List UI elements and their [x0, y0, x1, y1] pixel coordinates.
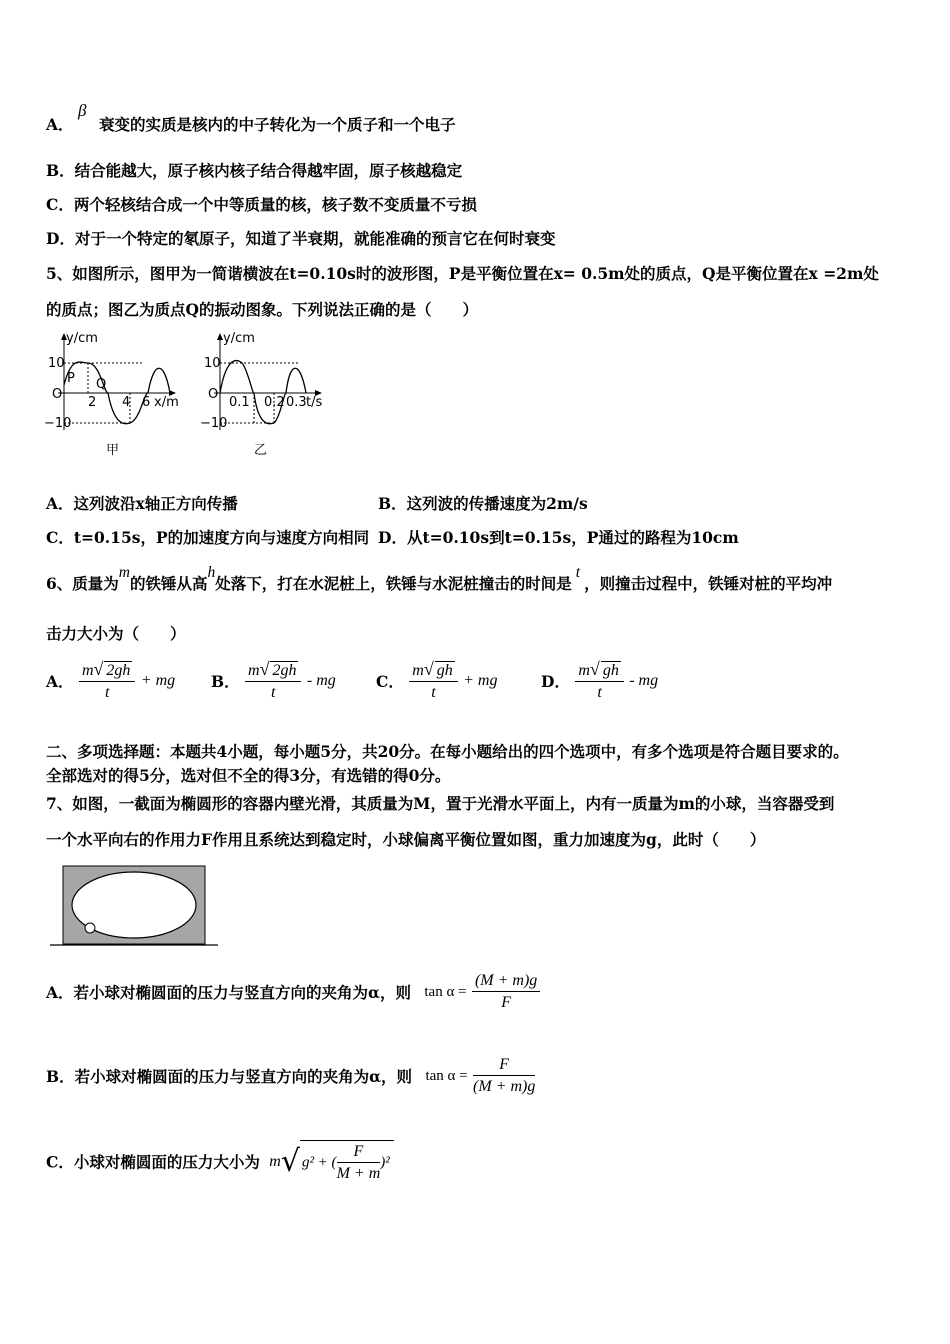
q6-stem-line1: [46, 564, 833, 595]
q7-option-b: [46, 1056, 535, 1096]
symbol-h: h: [207, 564, 216, 581]
yi-xtick-0.2: 0.2: [264, 395, 285, 410]
section2-header-line2: 全部选对的得5分，选对但不全的得3分，有选错的得0分。: [46, 766, 451, 785]
fraction: $\frac{m√ gh}{t}$: [575, 660, 623, 702]
yi-ytick-bottom: −10: [200, 416, 228, 431]
fraction: [473, 1056, 535, 1096]
formula-lhs: tan α =: [424, 983, 467, 1000]
yi-ylabel: y/cm: [223, 331, 255, 346]
denominator: t: [271, 684, 276, 701]
numerator-m: m: [412, 662, 424, 679]
radicand: 2gh: [106, 662, 131, 679]
jia-origin: O: [52, 387, 63, 402]
tail-term: + mg: [463, 672, 498, 689]
radicand: gh: [602, 662, 619, 679]
jia-xtick-4: 4: [122, 395, 131, 410]
option-label: A．: [46, 672, 74, 691]
yi-xtick-0.1: 0.1: [229, 395, 250, 410]
q7-option-a: [46, 972, 540, 1012]
numerator-m: m: [248, 662, 260, 679]
q6-text: 处落下，打在水泥桩上，铁锤与水泥桩撞击的时间是: [215, 574, 572, 593]
fraction: $\frac{m√ 2gh}{t}$: [79, 660, 135, 702]
vibration-figure-yi: [196, 330, 336, 460]
numerator: F: [337, 1143, 381, 1163]
option-label: A．: [46, 115, 74, 134]
jia-ytick-top: 10: [48, 356, 65, 371]
numerator: F: [473, 1056, 535, 1076]
beta-symbol: β: [78, 101, 87, 120]
radicand: 2gh: [272, 662, 297, 679]
option-text: C．小球对椭圆面的压力大小为: [46, 1152, 260, 1172]
option-label: D．: [541, 672, 570, 691]
option-text: A．若小球对椭圆面的压力与竖直方向的夹角为α，则: [46, 983, 411, 1002]
q6-option-c: [376, 660, 497, 702]
q4-option-d: D．对于一个特定的氡原子，知道了半衰期，就能准确的预言它在何时衰变: [46, 229, 556, 248]
fraction: [472, 972, 540, 1012]
q6-stem-line2: 击力大小为（ ）: [46, 624, 186, 643]
jia-point-p: P: [67, 371, 75, 386]
tail-term: - mg: [629, 672, 659, 689]
jia-xlabel: x/m: [154, 395, 179, 410]
g-squared-term: g² + (: [301, 1154, 337, 1171]
q5-option-a: A．这列波沿x轴正方向传播: [46, 494, 238, 513]
formula-lhs: tan α =: [425, 1067, 468, 1084]
section2-header-line1: 二、多项选择题：本题共4小题，每小题5分，共20分。在每小题给出的四个选项中，有多个选项是符合题目要求的。: [46, 742, 849, 761]
numerator-m: m: [578, 662, 590, 679]
fraction: $\frac{m√ 2gh}{t}$: [245, 660, 301, 702]
jia-xtick-2: 2: [88, 395, 97, 410]
option-label: C．: [376, 672, 404, 691]
yi-caption: 乙: [254, 443, 268, 458]
denominator: t: [431, 684, 436, 701]
symbol-m: m: [118, 564, 130, 581]
denominator: t: [597, 684, 602, 701]
yi-xlabel: t/s: [306, 395, 323, 410]
radicand: gh: [436, 662, 453, 679]
yi-ytick-top: 10: [204, 356, 221, 371]
yi-xtick-0.3: 0.3: [286, 395, 307, 410]
option-text: 衰变的实质是核内的中子转化为一个质子和一个电子: [98, 115, 456, 134]
q7-stem-line1: 7、如图，一截面为椭圆形的容器内壁光滑，其质量为M，置于光滑水平面上，内有一质量为m的小球，当容器受到: [46, 794, 835, 813]
closing-paren: )²: [380, 1154, 390, 1171]
q6-option-b: [211, 660, 336, 702]
q6-text: 的铁锤从高: [130, 574, 208, 593]
jia-ytick-bottom: −10: [44, 416, 72, 431]
tail-term: - mg: [306, 672, 336, 689]
tail-term: + mg: [140, 672, 176, 689]
q5-option-d: D．从t=0.10s到t=0.15s，P通过的路程为10cm: [378, 528, 739, 547]
q6-text: ，则撞击过程中，铁锤对桩的平均冲: [584, 574, 833, 593]
q4-option-b: B．结合能越大，原子核内核子结合得越牢固，原子核越稳定: [46, 161, 463, 180]
q5-option-b: B．这列波的传播速度为2m/s: [378, 494, 588, 513]
wave-figure-jia: [44, 330, 184, 460]
formula-m: m: [269, 1152, 281, 1170]
fraction: $\frac{m√ gh}{t}$: [409, 660, 457, 702]
denominator: (M + m)g: [473, 1078, 536, 1095]
q5-stem-line1: 5、如图所示，图甲为一简谐横波在t=0.10s时的波形图，P是平衡位置在x= 0.5m处的质点，Q是平衡位置在x =2m处: [46, 264, 879, 283]
denominator: F: [501, 994, 511, 1011]
numerator-m: m: [81, 662, 94, 679]
yi-origin: O: [208, 387, 219, 402]
option-text: B．若小球对椭圆面的压力与竖直方向的夹角为α，则: [46, 1067, 413, 1086]
jia-point-q: Q: [96, 377, 107, 392]
denominator: M + m: [336, 1165, 381, 1182]
numerator: (M + m)g: [472, 972, 540, 992]
q6-text: 6、质量为: [46, 574, 119, 593]
q6-option-d: [541, 660, 658, 702]
jia-xtick-6: 6: [142, 395, 151, 410]
q5-option-c: C．t=0.15s，P的加速度方向与速度方向相同: [46, 528, 370, 547]
q5-stem-line2: 的质点；图乙为质点Q的振动图象。下列说法正确的是（ ）: [46, 300, 479, 319]
q4-option-c: C．两个轻核结合成一个中等质量的核，核子数不变质量不亏损: [46, 195, 477, 214]
jia-caption: 甲: [106, 443, 120, 458]
fraction: [337, 1143, 381, 1183]
denominator: t: [104, 684, 110, 701]
q7-option-c: C．小球对椭圆面的压力大小为 m√ g² + ( $\frac{F}{M + m}$ )²: [46, 1140, 394, 1183]
q7-stem-line2: 一个水平向右的作用力F作用且系统达到稳定时，小球偏离平衡位置如图，重力加速度为g，此时（ ）: [46, 830, 766, 849]
symbol-t: t: [575, 564, 581, 581]
ellipse-container-figure: [50, 864, 220, 950]
option-label: B．: [211, 672, 240, 691]
q4-option-a: [46, 101, 456, 135]
q6-option-a: [46, 660, 175, 702]
radical-body: [300, 1140, 394, 1183]
jia-ylabel: y/cm: [66, 331, 98, 346]
